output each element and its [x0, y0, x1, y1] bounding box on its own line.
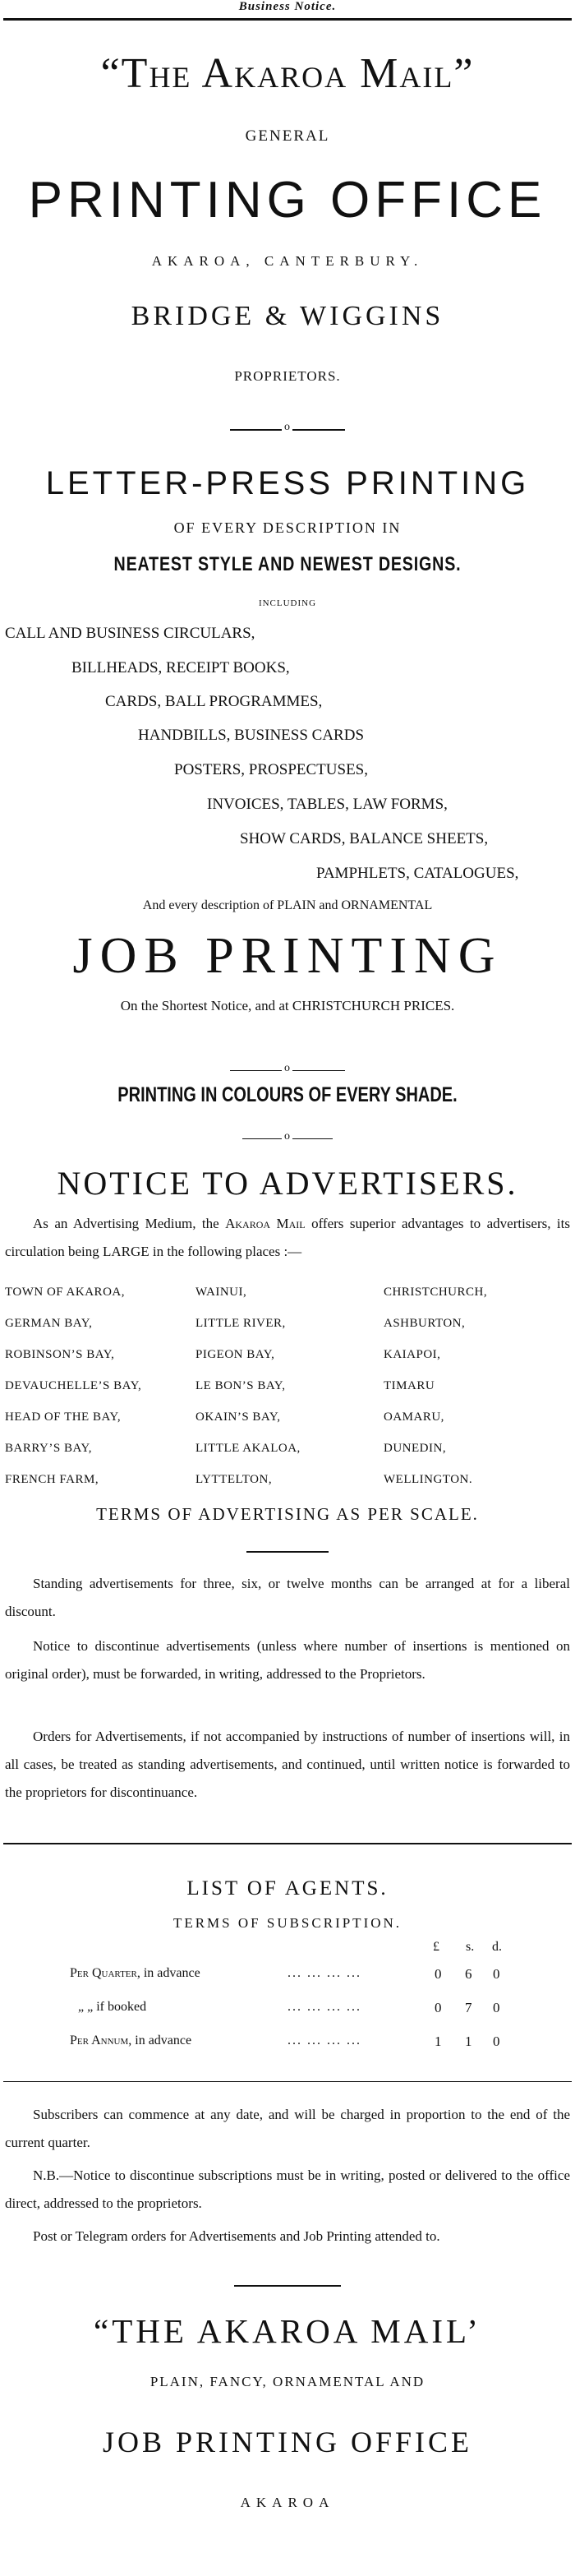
place-cell: DUNEDIN,: [384, 1442, 447, 1455]
leader-dots: ... ... ... ...: [288, 1966, 361, 1980]
place-cell: OAMARU,: [384, 1410, 444, 1424]
price-pence: 0: [493, 1966, 500, 1982]
firm-name: BRIDGE & WIGGINS: [131, 301, 444, 331]
standing-advertisements-paragraph: Standing advertisements for three, six, or twelve months can be arranged at for a liberal discount.: [5, 1576, 570, 1619]
place-cell: GERMAN BAY,: [5, 1317, 93, 1330]
price-pounds: 0: [435, 2000, 442, 2015]
footer-job-office: JOB PRINTING OFFICE: [102, 2426, 473, 2458]
intro-text-b: offers superior advantages to advertisers, its circulation being LARGE in the following places :—: [5, 1216, 570, 1259]
place-cell: FRENCH FARM,: [5, 1473, 99, 1486]
place-cell: LITTLE AKALOA,: [196, 1442, 301, 1455]
leader-dots: ... ... ... ...: [288, 2000, 361, 2014]
price-pounds: 1: [435, 2034, 442, 2049]
leader-dots: ... ... ... ...: [288, 2034, 361, 2047]
price-pounds: 0: [435, 1966, 442, 1982]
proprietors-label: PROPRIETORS.: [234, 368, 341, 384]
service-item: CALL AND BUSINESS CIRCULARS,: [5, 625, 255, 642]
subscription-period: Per Annum,: [70, 2034, 132, 2047]
advertising-terms: TERMS OF ADVERTISING AS PER SCALE.: [96, 1504, 479, 1524]
discontinue-advertisements-paragraph: Notice to discontinue advertisements (unless where number of insertions is mentioned on original order), must be forwarded, in writing, addressed to the Proprietors.: [5, 1638, 570, 1682]
header-pounds: £: [433, 1940, 439, 1954]
divider-ornament-2: o: [282, 1062, 292, 1075]
subscription-condition: in advance: [135, 2034, 192, 2047]
subscription-period: Per Quarter,: [70, 1966, 140, 1980]
service-item: SHOW CARDS, BALANCE SHEETS,: [240, 830, 489, 847]
place-cell: PIGEON BAY,: [196, 1348, 275, 1361]
subscription-condition: if booked: [96, 2000, 147, 2014]
divider-4: [246, 1551, 329, 1553]
divider-5: [234, 2285, 341, 2287]
price-pence: 0: [493, 2034, 500, 2049]
subscription-row-label: [70, 2034, 191, 2048]
subscription-row-label: [70, 1966, 200, 1981]
place-cell: LITTLE RIVER,: [196, 1317, 286, 1330]
place-cell: ASHBURTON,: [384, 1317, 466, 1330]
job-printing-heading: JOB PRINTING: [72, 928, 503, 984]
place-cell: WAINUI,: [196, 1286, 247, 1299]
price-shillings: 7: [465, 2000, 472, 2015]
header-shillings: s.: [466, 1940, 475, 1954]
place-cell: HEAD OF THE BAY,: [5, 1410, 122, 1424]
place-cell: TIMARU: [384, 1379, 435, 1392]
general-label: GENERAL: [245, 127, 330, 145]
orders-paragraph: Orders for Advertisements, if not accompanied by instructions of number of insertions will, in all cases, be treated as standing advertisements, and continued, until written notice is forwarded to the proprietors for discontinuance.: [5, 1729, 570, 1800]
style-line: NEATEST STYLE AND NEWEST DESIGNS.: [113, 553, 462, 575]
advertisers-heading: NOTICE TO ADVERTISERS.: [57, 1165, 518, 1202]
intro-paper-name: Akaroa Mail: [225, 1216, 306, 1231]
footer-plain-fancy: PLAIN, FANCY, ORNAMENTAL AND: [150, 2374, 426, 2389]
every-description-line: And every description of PLAIN and ORNAMENTAL: [142, 898, 433, 912]
letterpress-heading: LETTER-PRESS PRINTING: [45, 465, 530, 501]
place-cell: LE BON’S BAY,: [196, 1379, 286, 1392]
section-rule: [3, 1843, 572, 1844]
place-cell: KAIAPOI,: [384, 1348, 441, 1361]
section-rule-2: [3, 2081, 572, 2082]
nb-paragraph: N.B.—Notice to discontinue subscriptions must be in writing, posted or delivered to the office direct, addressed to the proprietors.: [5, 2167, 570, 2211]
place-cell: ROBINSON’S BAY,: [5, 1348, 115, 1361]
including-label: INCLUDING: [258, 598, 317, 608]
place-cell: LYTTELTON,: [196, 1473, 273, 1486]
letterpress-description: OF EVERY DESCRIPTION IN: [173, 519, 402, 536]
service-item: INVOICES, TABLES, LAW FORMS,: [207, 796, 448, 813]
intro-text-a: As an Advertising Medium, the: [33, 1216, 219, 1231]
subscription-heading: TERMS OF SUBSCRIPTION.: [172, 1915, 402, 1931]
price-shillings: 1: [465, 2034, 472, 2049]
divider-ornament-3: o: [282, 1130, 292, 1143]
printing-office-title: PRINTING OFFICE: [28, 172, 547, 229]
footer-paper-name: “THE AKAROA MAIL’: [94, 2312, 481, 2350]
header-pence: d.: [492, 1940, 502, 1954]
place-cell: CHRISTCHURCH,: [384, 1286, 488, 1299]
service-item: PAMPHLETS, CATALOGUES,: [316, 865, 519, 882]
divider-ornament-1: o: [282, 421, 292, 434]
post-telegram-paragraph: Post or Telegram orders for Advertisements and Job Printing attended to.: [33, 2228, 440, 2244]
location-line: AKAROA, CANTERBURY.: [151, 253, 424, 269]
agents-heading: LIST OF AGENTS.: [186, 1877, 389, 1900]
place-cell: DEVAUCHELLE’S BAY,: [5, 1379, 142, 1392]
place-cell: BARRY’S BAY,: [5, 1442, 93, 1455]
service-item: HANDBILLS, BUSINESS CARDS: [138, 727, 365, 744]
price-pence: 0: [493, 2000, 500, 2015]
price-shillings: 6: [465, 1966, 472, 1982]
top-rule: [3, 18, 572, 21]
advertisers-intro: [5, 1210, 570, 1266]
service-item: BILLHEADS, RECEIPT BOOKS,: [71, 659, 290, 676]
job-printing-subline: On the Shortest Notice, and at CHRISTCHURCH PRICES.: [120, 998, 455, 1013]
place-cell: OKAIN’S BAY,: [196, 1410, 281, 1424]
service-item: POSTERS, PROSPECTUSES,: [174, 761, 368, 778]
footer-town: AKAROA: [240, 2495, 335, 2510]
subscription-condition: in advance: [143, 1966, 200, 1980]
service-item: CARDS, BALL PROGRAMMES,: [105, 693, 323, 710]
subscription-row-label: [78, 2000, 146, 2015]
paper-name: “The Akaroa Mail”: [100, 50, 475, 97]
place-cell: TOWN OF AKAROA,: [5, 1286, 125, 1299]
place-cell: WELLINGTON.: [384, 1473, 473, 1486]
subscription-period: „ „: [78, 2000, 94, 2014]
running-head: Business Notice.: [238, 0, 337, 13]
colours-line: PRINTING IN COLOURS OF EVERY SHADE.: [117, 1083, 458, 1106]
subscribers-paragraph: Subscribers can commence at any date, and will be charged in proportion to the end of the current quarter.: [5, 2107, 570, 2150]
